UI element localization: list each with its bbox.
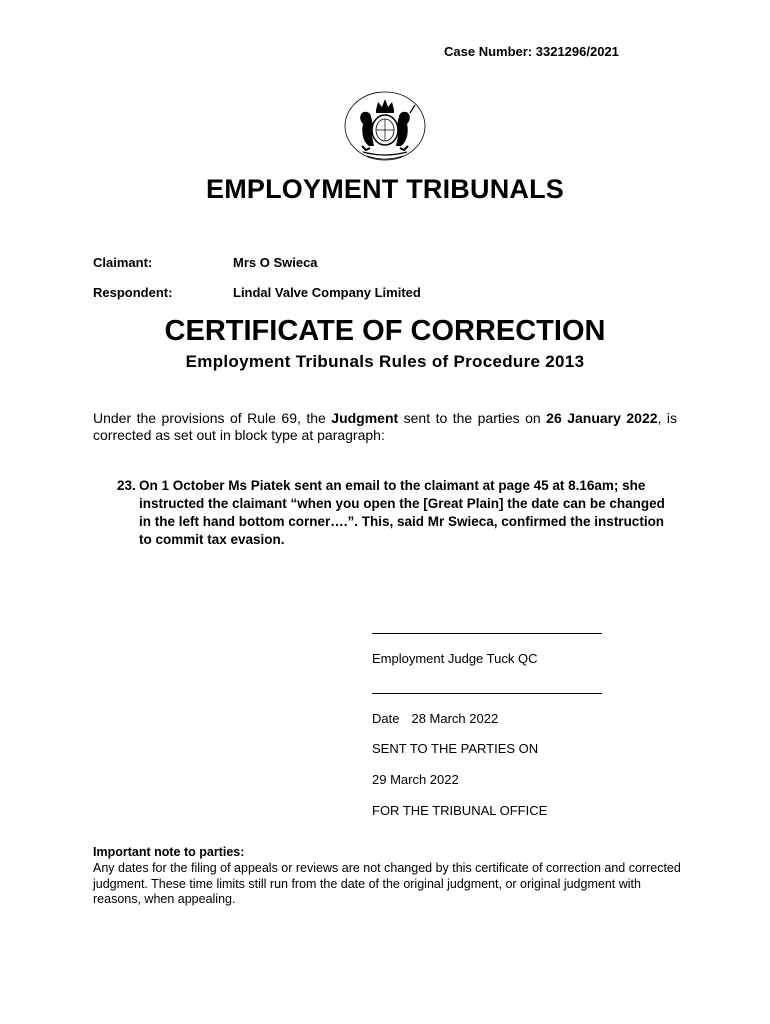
paragraph-number: 23. xyxy=(117,478,136,493)
date-label: Date xyxy=(372,711,400,726)
intro-paragraph xyxy=(93,410,677,444)
claimant-value: Mrs O Swieca xyxy=(233,255,318,270)
intro-date: 26 January 2022 xyxy=(546,410,658,426)
intro-text-3: , is corrected as set out in block type at paragraph: xyxy=(93,410,677,443)
respondent-value: Lindal Valve Company Limited xyxy=(233,285,421,300)
claimant-label: Claimant: xyxy=(93,255,153,270)
sent-label: SENT TO THE PARTIES ON xyxy=(372,741,539,756)
note-body: Any dates for the filing of appeals or reviews are not changed by this certificate of correction and corrected judgment. These time limits still run from the date of the original judgment, or original judgment with reasons, when appealing. xyxy=(93,861,681,906)
intro-text-2: sent to the parties on xyxy=(398,410,547,426)
tribunal-office: FOR THE TRIBUNAL OFFICE xyxy=(372,803,548,818)
certificate-title: CERTIFICATE OF CORRECTION xyxy=(164,315,606,347)
intro-judgment: Judgment xyxy=(331,410,399,426)
date-line xyxy=(372,693,602,694)
document-title: EMPLOYMENT TRIBUNALS xyxy=(206,174,564,204)
case-number: Case Number: 3321296/2021 xyxy=(444,44,619,59)
date-value: 28 March 2022 xyxy=(411,711,499,726)
judge-name: Employment Judge Tuck QC xyxy=(372,651,538,666)
paragraph-text: On 1 October Ms Piatek sent an email to the claimant at page 45 at 8.16am; she instructed the claimant “when you open the [Great Plain] the date can be changed in the left hand bottom corner….”. This, said Mr Swieca, confirmed the instruction to commit tax evasion. xyxy=(139,478,665,547)
sent-date: 29 March 2022 xyxy=(372,772,459,787)
signature-line xyxy=(372,633,602,634)
crest-icon xyxy=(333,86,437,162)
corrected-paragraph xyxy=(117,477,677,549)
certificate-subtitle: Employment Tribunals Rules of Procedure 2013 xyxy=(185,352,585,371)
note-heading: Important note to parties: xyxy=(93,845,245,859)
date-row xyxy=(372,711,498,726)
intro-text-1: Under the provisions of Rule 69, the xyxy=(93,410,332,426)
respondent-label: Respondent: xyxy=(93,285,173,300)
